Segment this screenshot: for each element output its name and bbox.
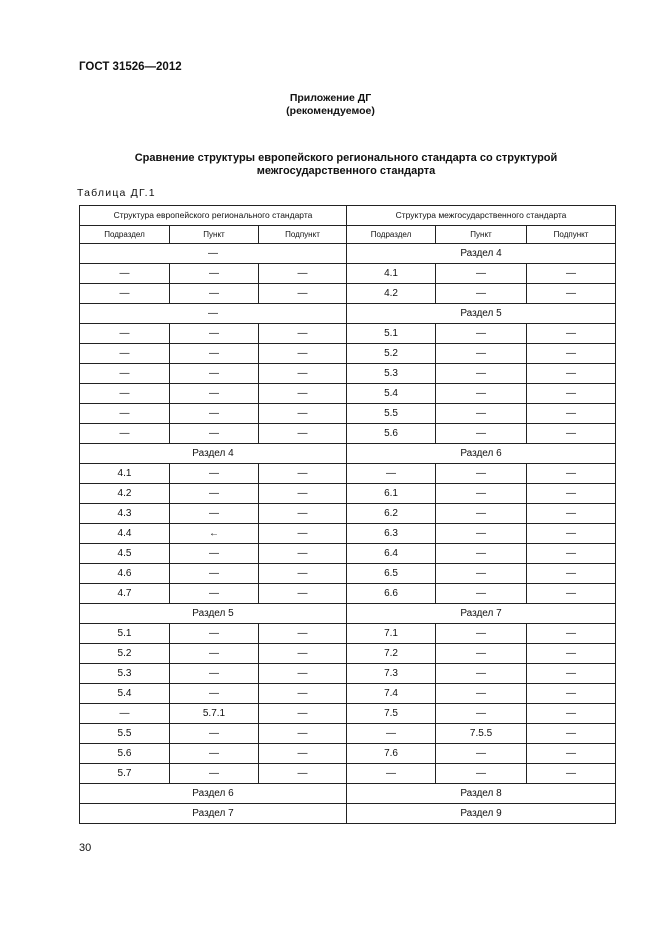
- appendix-subtitle: (рекомендуемое): [286, 105, 375, 117]
- table-cell: —: [527, 564, 616, 584]
- table-cell: —: [170, 684, 259, 704]
- table-cell: —: [436, 544, 527, 564]
- table-row: [80, 624, 616, 644]
- table-cell: 7.1: [347, 624, 436, 644]
- table-cell: —: [259, 724, 347, 744]
- table-cell: 5.7: [80, 764, 170, 784]
- section-cell: Раздел 5: [347, 304, 616, 324]
- table-cell: —: [527, 544, 616, 564]
- table-cell: —: [436, 384, 527, 404]
- appendix-title: Приложение ДГ: [289, 92, 372, 104]
- table-cell: —: [527, 484, 616, 504]
- table-cell: —: [436, 404, 527, 424]
- section-cell: —: [80, 244, 347, 264]
- table-row: [80, 244, 616, 264]
- table-caption: Таблица ДГ.1: [77, 187, 156, 199]
- table-cell: 4.2: [80, 484, 170, 504]
- table-cell: —: [436, 284, 527, 304]
- table-cell: 6.6: [347, 584, 436, 604]
- table-row: [80, 744, 616, 764]
- table-cell: —: [436, 644, 527, 664]
- table-cell: —: [527, 344, 616, 364]
- table-cell: —: [170, 724, 259, 744]
- table-cell: —: [527, 324, 616, 344]
- table-cell: 4.3: [80, 504, 170, 524]
- table-cell: —: [170, 424, 259, 444]
- table-cell: —: [436, 524, 527, 544]
- table-cell: 5.1: [80, 624, 170, 644]
- table-cell: —: [170, 544, 259, 564]
- table-cell: —: [436, 424, 527, 444]
- table-cell: —: [170, 264, 259, 284]
- section-cell: Раздел 6: [80, 784, 347, 804]
- table-cell: —: [170, 644, 259, 664]
- table-cell: —: [436, 704, 527, 724]
- table-cell: —: [259, 764, 347, 784]
- table-cell: —: [436, 324, 527, 344]
- table-row: [80, 804, 616, 824]
- table-column-header-row: [80, 226, 616, 244]
- table-cell: —: [170, 464, 259, 484]
- table-row: [80, 404, 616, 424]
- table-cell: —: [527, 664, 616, 684]
- table-cell: —: [527, 424, 616, 444]
- table-cell: —: [80, 264, 170, 284]
- column-header: Подраздел: [80, 226, 170, 244]
- table-cell: —: [436, 504, 527, 524]
- table-cell: —: [170, 624, 259, 644]
- table-cell: 5.4: [347, 384, 436, 404]
- table-cell: —: [259, 264, 347, 284]
- column-header: Подраздел: [347, 226, 436, 244]
- table-cell: —: [80, 704, 170, 724]
- column-header: Пункт: [170, 226, 259, 244]
- table-cell: —: [80, 404, 170, 424]
- table-row: [80, 704, 616, 724]
- table-cell: —: [527, 404, 616, 424]
- section-cell: —: [80, 304, 347, 324]
- table-cell: 6.5: [347, 564, 436, 584]
- column-header: Пункт: [436, 226, 527, 244]
- table-cell: 4.4: [80, 524, 170, 544]
- table-cell: —: [259, 364, 347, 384]
- table-cell: 4.5: [80, 544, 170, 564]
- document-title: Сравнение структуры европейского регионального стандарта со структурой межгосударственного стандарта: [134, 152, 558, 177]
- table-row: [80, 584, 616, 604]
- table-cell: —: [259, 464, 347, 484]
- table-row: [80, 524, 616, 544]
- table-cell: 5.5: [347, 404, 436, 424]
- table-cell: —: [527, 644, 616, 664]
- table-cell: —: [436, 584, 527, 604]
- table-cell: —: [436, 464, 527, 484]
- table-row: [80, 344, 616, 364]
- table-cell: —: [527, 264, 616, 284]
- table-group-header-row: [80, 206, 616, 226]
- table-cell: —: [80, 344, 170, 364]
- table-cell: 7.2: [347, 644, 436, 664]
- table-cell: —: [259, 424, 347, 444]
- table-cell: —: [527, 284, 616, 304]
- table-cell: 4.1: [347, 264, 436, 284]
- table-cell: —: [80, 284, 170, 304]
- table-row: [80, 644, 616, 664]
- table-cell: —: [259, 704, 347, 724]
- table-cell: —: [347, 724, 436, 744]
- table-cell: —: [170, 744, 259, 764]
- table-row: [80, 724, 616, 744]
- table-row: [80, 504, 616, 524]
- section-cell: Раздел 8: [347, 784, 616, 804]
- section-cell: Раздел 5: [80, 604, 347, 624]
- table-cell: —: [259, 644, 347, 664]
- table-cell: —: [259, 324, 347, 344]
- table-cell: —: [259, 484, 347, 504]
- section-cell: Раздел 4: [80, 444, 347, 464]
- table-cell: —: [436, 624, 527, 644]
- table-cell: —: [527, 684, 616, 704]
- table-cell: —: [259, 664, 347, 684]
- table-cell: —: [527, 504, 616, 524]
- table-cell: —: [259, 504, 347, 524]
- table-cell: —: [259, 544, 347, 564]
- table-cell: 5.7.1: [170, 704, 259, 724]
- table-row: [80, 564, 616, 584]
- table-cell: 7.5.5: [436, 724, 527, 744]
- table-cell: —: [170, 364, 259, 384]
- table-cell: 4.7: [80, 584, 170, 604]
- table-cell: —: [80, 324, 170, 344]
- group-header-interstate: Структура межгосударственного стандарта: [347, 206, 616, 226]
- page-number: 30: [79, 842, 92, 854]
- table-cell: —: [170, 484, 259, 504]
- table-cell: —: [527, 724, 616, 744]
- table-cell: —: [527, 464, 616, 484]
- table-cell: —: [259, 584, 347, 604]
- table-cell: 6.4: [347, 544, 436, 564]
- table-row: [80, 764, 616, 784]
- table-cell: —: [259, 404, 347, 424]
- table-row: [80, 604, 616, 624]
- table-row: [80, 544, 616, 564]
- table-row: [80, 284, 616, 304]
- table-row: [80, 444, 616, 464]
- table-row: [80, 664, 616, 684]
- table-cell: —: [170, 284, 259, 304]
- table-cell: 7.3: [347, 664, 436, 684]
- table-cell: —: [170, 324, 259, 344]
- table-cell: 5.2: [80, 644, 170, 664]
- section-cell: Раздел 4: [347, 244, 616, 264]
- table-cell: —: [259, 284, 347, 304]
- column-header: Подпункт: [527, 226, 616, 244]
- section-cell: Раздел 7: [80, 804, 347, 824]
- table-cell: —: [527, 524, 616, 544]
- table-cell: —: [436, 684, 527, 704]
- table-row: [80, 464, 616, 484]
- table-row: [80, 684, 616, 704]
- section-cell: Раздел 9: [347, 804, 616, 824]
- table-cell: —: [527, 744, 616, 764]
- table-cell: —: [170, 384, 259, 404]
- table-cell: —: [170, 584, 259, 604]
- table-cell: —: [170, 344, 259, 364]
- table-cell: —: [436, 364, 527, 384]
- table-cell: —: [527, 624, 616, 644]
- table-cell: 5.6: [347, 424, 436, 444]
- table-cell: 5.5: [80, 724, 170, 744]
- table-cell: —: [259, 744, 347, 764]
- table-row: [80, 424, 616, 444]
- table-cell: —: [170, 664, 259, 684]
- table-cell: —: [170, 404, 259, 424]
- table-cell: —: [436, 344, 527, 364]
- table-cell: —: [527, 704, 616, 724]
- table-cell: —: [347, 464, 436, 484]
- section-cell: Раздел 6: [347, 444, 616, 464]
- table-cell: 6.1: [347, 484, 436, 504]
- table-row: [80, 384, 616, 404]
- table-cell: —: [170, 564, 259, 584]
- table-cell: —: [259, 684, 347, 704]
- table-cell: 7.6: [347, 744, 436, 764]
- table-cell: 5.4: [80, 684, 170, 704]
- table-cell: —: [259, 384, 347, 404]
- table-cell: 6.3: [347, 524, 436, 544]
- document-header: ГОСТ 31526—2012: [79, 61, 182, 73]
- table-cell: —: [170, 504, 259, 524]
- table-row: [80, 364, 616, 384]
- table-cell: —: [527, 584, 616, 604]
- table-row: [80, 784, 616, 804]
- table-cell: 6.2: [347, 504, 436, 524]
- table-row: [80, 324, 616, 344]
- table-cell: —: [80, 364, 170, 384]
- table-row: [80, 484, 616, 504]
- table-cell: —: [436, 564, 527, 584]
- table-cell: —: [527, 364, 616, 384]
- table-cell: 5.2: [347, 344, 436, 364]
- table-cell: —: [347, 764, 436, 784]
- table-cell: —: [80, 384, 170, 404]
- comparison-table: [79, 205, 616, 824]
- table-cell: 4.2: [347, 284, 436, 304]
- table-cell: 5.6: [80, 744, 170, 764]
- table-cell: 7.5: [347, 704, 436, 724]
- table-cell: —: [527, 384, 616, 404]
- table-cell: —: [436, 764, 527, 784]
- table-row: [80, 304, 616, 324]
- table-cell: 5.3: [80, 664, 170, 684]
- table-cell: 5.3: [347, 364, 436, 384]
- group-header-european: Структура европейского регионального стандарта: [80, 206, 347, 226]
- table-row: [80, 264, 616, 284]
- table-cell: —: [259, 344, 347, 364]
- section-cell: Раздел 7: [347, 604, 616, 624]
- table-cell: 4.1: [80, 464, 170, 484]
- table-cell: —: [170, 764, 259, 784]
- table-cell: ←: [170, 524, 259, 544]
- table-cell: —: [259, 564, 347, 584]
- table-cell: —: [436, 264, 527, 284]
- table-cell: —: [527, 764, 616, 784]
- table-cell: 4.6: [80, 564, 170, 584]
- table-cell: —: [80, 424, 170, 444]
- table-cell: —: [436, 484, 527, 504]
- table-cell: —: [259, 524, 347, 544]
- table-cell: —: [436, 664, 527, 684]
- table-cell: —: [259, 624, 347, 644]
- table-cell: —: [436, 744, 527, 764]
- table-cell: 5.1: [347, 324, 436, 344]
- table-cell: 7.4: [347, 684, 436, 704]
- column-header: Подпункт: [259, 226, 347, 244]
